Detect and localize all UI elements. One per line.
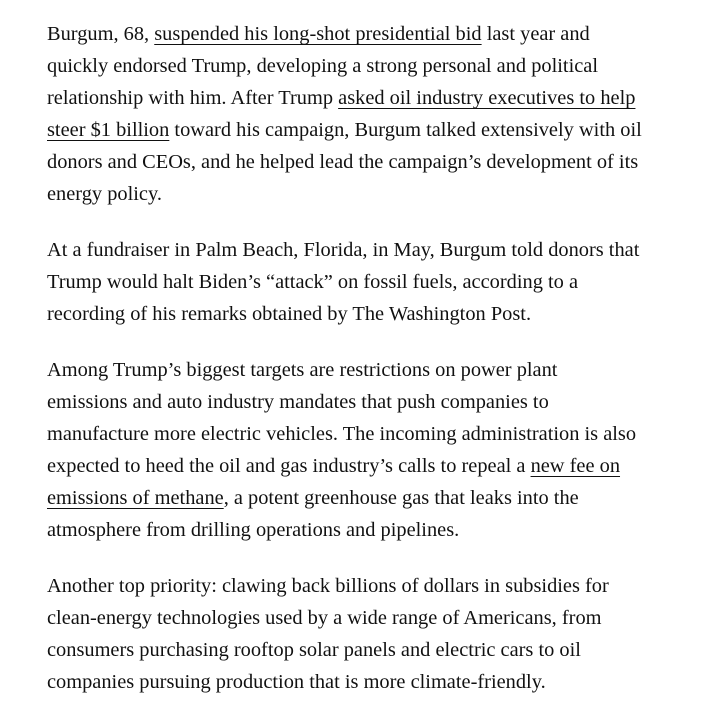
text-line [47, 114, 695, 146]
article-paragraph [47, 570, 695, 698]
text-line [47, 634, 695, 666]
article-paragraph [47, 18, 695, 210]
text-segment: At a fundraiser in Palm Beach, Florida, in May, Burgum told donors that [47, 239, 640, 261]
inline-link[interactable]: new fee on [530, 455, 621, 477]
text-segment: Another top priority: clawing back billions of dollars in subsidies for [47, 575, 609, 597]
article-paragraph [47, 354, 695, 546]
text-segment: Trump would halt Biden’s “attack” on fossil fuels, according to a [47, 271, 579, 293]
text-line [47, 482, 695, 514]
text-segment: atmosphere from drilling operations and pipelines. [47, 519, 460, 541]
text-line [47, 602, 695, 634]
inline-link[interactable]: steer $1 billion [47, 119, 170, 141]
text-segment: emissions and auto industry mandates that push companies to [47, 391, 549, 413]
text-segment: manufacture more electric vehicles. The incoming administration is also [47, 423, 637, 445]
text-line [47, 386, 695, 418]
text-segment: quickly endorsed Trump, developing a strong personal and political [47, 55, 599, 77]
text-line [47, 354, 695, 386]
text-segment: expected to heed the oil and gas industry’s calls to repeal a [47, 455, 531, 477]
text-line [47, 570, 695, 602]
text-line [47, 50, 695, 82]
text-line [47, 266, 695, 298]
text-line [47, 450, 695, 482]
text-segment: clean-energy technologies used by a wide range of Americans, from [47, 607, 602, 629]
article-paragraph [47, 234, 695, 330]
text-line [47, 234, 695, 266]
text-segment: toward his campaign, Burgum talked extensively with oil [169, 119, 642, 141]
text-line [47, 666, 695, 698]
inline-link[interactable]: asked oil industry executives to help [338, 87, 636, 109]
text-segment: energy policy. [47, 183, 162, 205]
inline-link[interactable]: suspended his long-shot presidential bid [154, 23, 482, 45]
text-line [47, 146, 695, 178]
text-segment: Among Trump’s biggest targets are restrictions on power plant [47, 359, 558, 381]
text-line [47, 418, 695, 450]
text-segment: relationship with him. After Trump [47, 87, 339, 109]
text-segment: last year and [481, 23, 590, 45]
text-segment: consumers purchasing rooftop solar panels and electric cars to oil [47, 639, 581, 661]
text-segment: donors and CEOs, and he helped lead the campaign’s development of its [47, 151, 639, 173]
text-line [47, 514, 695, 546]
text-segment: Burgum, 68, [47, 23, 155, 45]
text-segment: , a potent greenhouse gas that leaks into the [223, 487, 579, 509]
text-line [47, 178, 695, 210]
text-line [47, 298, 695, 330]
text-line [47, 82, 695, 114]
text-segment: recording of his remarks obtained by The Washington Post. [47, 303, 532, 325]
inline-link[interactable]: emissions of methane [47, 487, 224, 509]
text-line [47, 18, 695, 50]
text-segment: companies pursuing production that is more climate-friendly. [47, 671, 546, 693]
